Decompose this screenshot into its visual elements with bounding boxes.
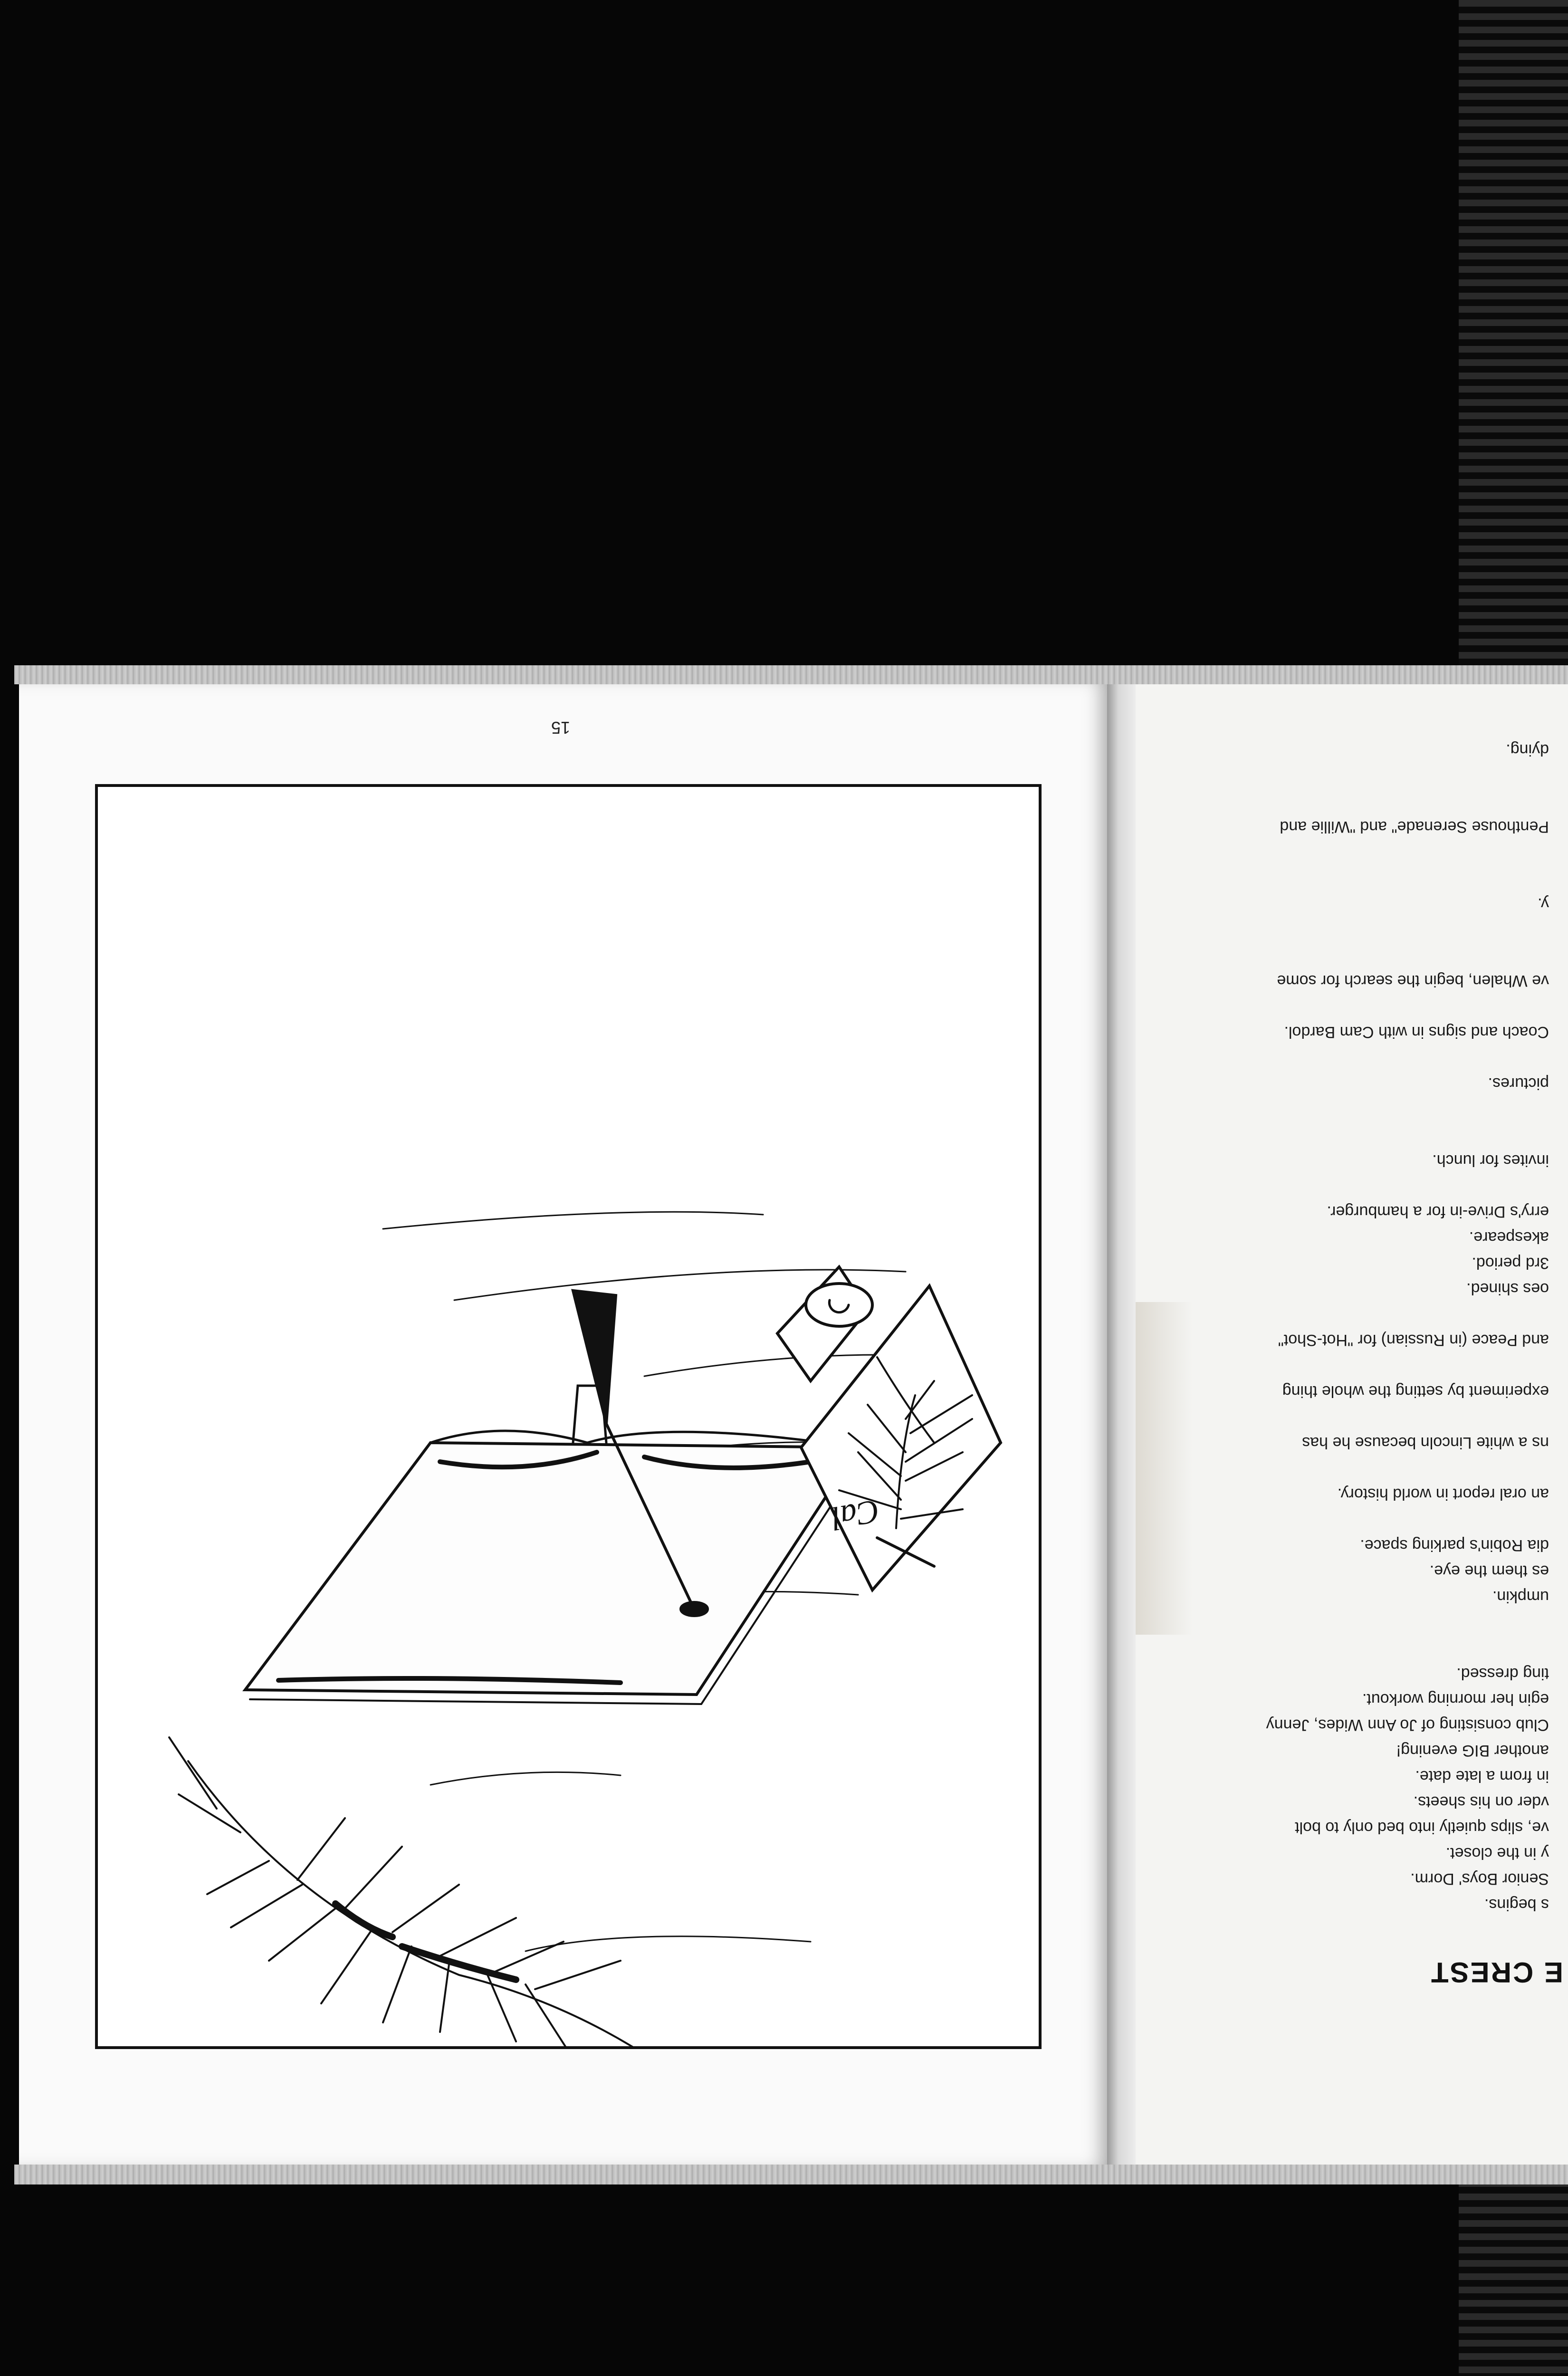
text-line (1266, 994, 1568, 1019)
text-line (1266, 840, 1568, 865)
text-line: dia Robin's parking space. (1360, 1536, 1549, 1554)
text-line (1266, 1456, 1568, 1481)
text-line (1266, 1610, 1568, 1635)
text-line: ve, slips quietly into bed only to bolt (1295, 1819, 1549, 1837)
text-line: experiment by setting the whole thing (1282, 1382, 1549, 1400)
text-line: in from a late date. (1415, 1767, 1549, 1785)
text-line (1266, 1507, 1568, 1533)
book-cover-bottom-edge (14, 2165, 1568, 2184)
text-line: ting dressed. (1456, 1665, 1549, 1683)
text-line (1266, 1122, 1568, 1148)
open-book (245, 1386, 863, 1704)
text-line: pictures. (1488, 1074, 1549, 1092)
text-line: Coach and signs in with Cam Bardol. (1284, 1023, 1549, 1041)
text-line: akespeare. (1469, 1228, 1549, 1246)
page-number: 15 (551, 718, 571, 738)
illustration-frame (95, 784, 1042, 2049)
text-line: umpkin. (1492, 1588, 1549, 1606)
text-line: y in the closet. (1445, 1844, 1549, 1862)
rolled-scroll (777, 1267, 1001, 1590)
text-line (1266, 1173, 1568, 1199)
text-line: and Peace (in Russian) for "Hot-Shot" (1278, 1331, 1549, 1349)
right-page (1136, 684, 1568, 2165)
text-line: oes shined. (1466, 1280, 1549, 1298)
text-line: erry's Drive-in for a hamburger. (1327, 1203, 1549, 1221)
text-line: s begins. (1484, 1896, 1549, 1914)
text-line (1266, 763, 1568, 788)
text-line: Club consisting of Jo Ann Wides, Jenny (1266, 1716, 1549, 1734)
text-line (1266, 1353, 1568, 1379)
text-line: es them the eye. (1429, 1562, 1549, 1580)
feather-lower-left (169, 1737, 668, 2046)
text-line: another BIG evening! (1396, 1742, 1549, 1760)
book-cover-top-edge (14, 665, 1568, 684)
diary-lines (1266, 737, 1568, 1917)
text-line: y. (1538, 895, 1549, 913)
text-line (1266, 942, 1568, 968)
scanner-edge-bottom (1459, 2167, 1568, 2376)
scanner-edge-top (1459, 0, 1568, 665)
text-line: invites for lunch. (1432, 1151, 1549, 1169)
text-line (1266, 788, 1568, 814)
text-line: vder on his sheets. (1413, 1793, 1549, 1811)
text-line: ns a white Lincoln because he has (1302, 1434, 1549, 1452)
text-line (1266, 917, 1568, 942)
page-heading: E CREST (1429, 1956, 1563, 1988)
artist-signature: Cal (828, 1492, 882, 1537)
upside-down-text-block (1136, 684, 1568, 2165)
text-line (1266, 1404, 1568, 1430)
text-line: dying. (1506, 741, 1549, 759)
left-page (19, 684, 1107, 2165)
text-line: an oral report in world history. (1337, 1485, 1549, 1503)
text-line (1266, 1302, 1568, 1327)
text-line (1266, 1045, 1568, 1071)
text-line: Senior Boys' Dorm. (1410, 1870, 1549, 1888)
text-line (1266, 1096, 1568, 1122)
text-line (1266, 865, 1568, 891)
text-line: ve Whalen, begin the search for some (1277, 972, 1549, 990)
text-line: 3rd period. (1472, 1254, 1549, 1272)
text-line: egin her morning workout. (1362, 1690, 1549, 1708)
text-line: Penthouse Serenade" and "Willie and (1280, 818, 1549, 836)
book-gutter (1107, 684, 1136, 2165)
pen-ink-illustration (98, 787, 1039, 2046)
text-line (1266, 1635, 1568, 1661)
